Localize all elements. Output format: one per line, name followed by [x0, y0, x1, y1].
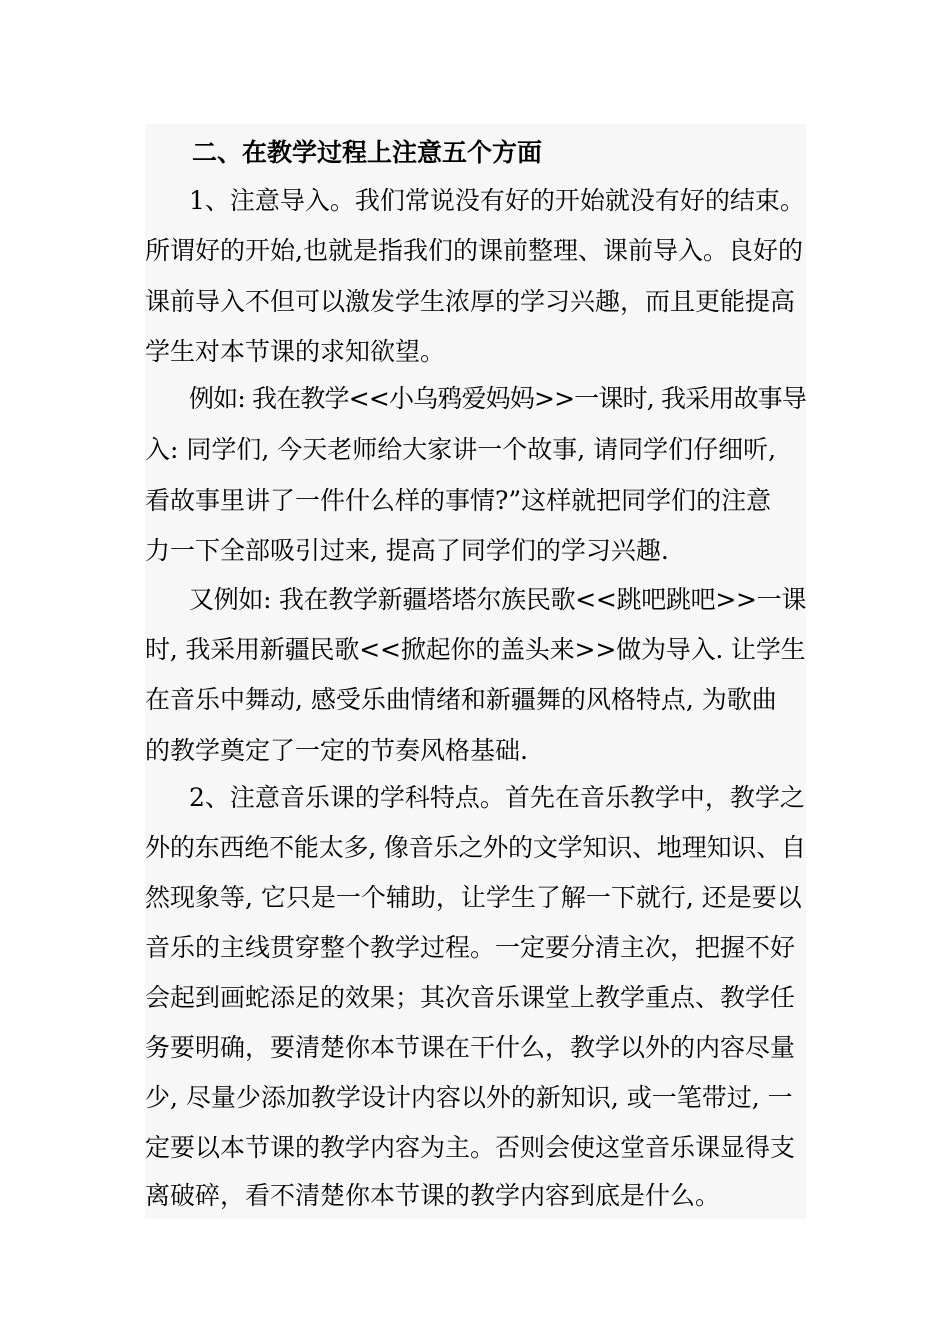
- paragraph-line: 在音乐中舞动, 感受乐曲情绪和新疆舞的风格特点, 为歌曲: [145, 685, 777, 714]
- paragraph-line: 力一下全部吸引过来, 提高了同学们的学习兴趣.: [145, 536, 669, 565]
- paragraph-line: 入: 同学们, 今天老师给大家讲一个故事, 请同学们仔细听,: [145, 435, 777, 464]
- paragraph-line: 定要以本节课的教学内容为主。否则会使这堂音乐课显得支: [145, 1133, 796, 1162]
- paragraph-line: 的教学奠定了一定的节奏风格基础.: [145, 736, 528, 765]
- paragraph-line: 会起到画蛇添足的效果；其次音乐课堂上教学重点、教学任: [145, 983, 796, 1012]
- paragraph-line: 少, 尽量少添加教学设计内容以外的新知识, 或一笔带过, 一: [145, 1083, 793, 1112]
- document-page: [145, 124, 806, 1219]
- paragraph-line: 看故事里讲了一件什么样的事情?”这样就把同学们的注意: [145, 486, 772, 515]
- paragraph-line: 然现象等, 它只是一个辅助，让学生了解一下就行, 还是要以: [145, 883, 802, 912]
- paragraph-line: 又例如: 我在教学新疆塔塔尔族民歌<<跳吧跳吧>>一课: [189, 585, 807, 614]
- section-heading: 二、在教学过程上注意五个方面: [192, 138, 543, 167]
- paragraph-line: 2、注意音乐课的学科特点。首先在音乐教学中，教学之: [189, 783, 805, 812]
- paragraph-line: 外的东西绝不能太多, 像音乐之外的文学知识、地理知识、自: [145, 833, 806, 862]
- paragraph-line: 例如: 我在教学<<小乌鸦爱妈妈>>一课时, 我采用故事导: [189, 384, 806, 413]
- paragraph-line: 时, 我采用新疆民歌<<掀起你的盖头来>>做为导入. 让学生: [145, 635, 806, 664]
- paragraph-line: 离破碎，看不清楚你本节课的教学内容到底是什么。: [145, 1181, 721, 1210]
- paragraph-line: 音乐的主线贯穿整个教学过程。一定要分清主次，把握不好: [145, 933, 796, 962]
- paragraph-line: 所谓好的开始,也就是指我们的课前整理、课前导入。良好的: [145, 236, 803, 265]
- paragraph-line: 1、注意导入。我们常说没有好的开始就没有好的结束。: [189, 186, 805, 215]
- paragraph-line: 课前导入不但可以激发学生浓厚的学习兴趣，而且更能提高: [145, 287, 796, 316]
- paragraph-line: 学生对本节课的求知欲望。: [145, 337, 446, 366]
- paragraph-line: 务要明确，要清楚你本节课在干什么，教学以外的内容尽量: [145, 1033, 796, 1062]
